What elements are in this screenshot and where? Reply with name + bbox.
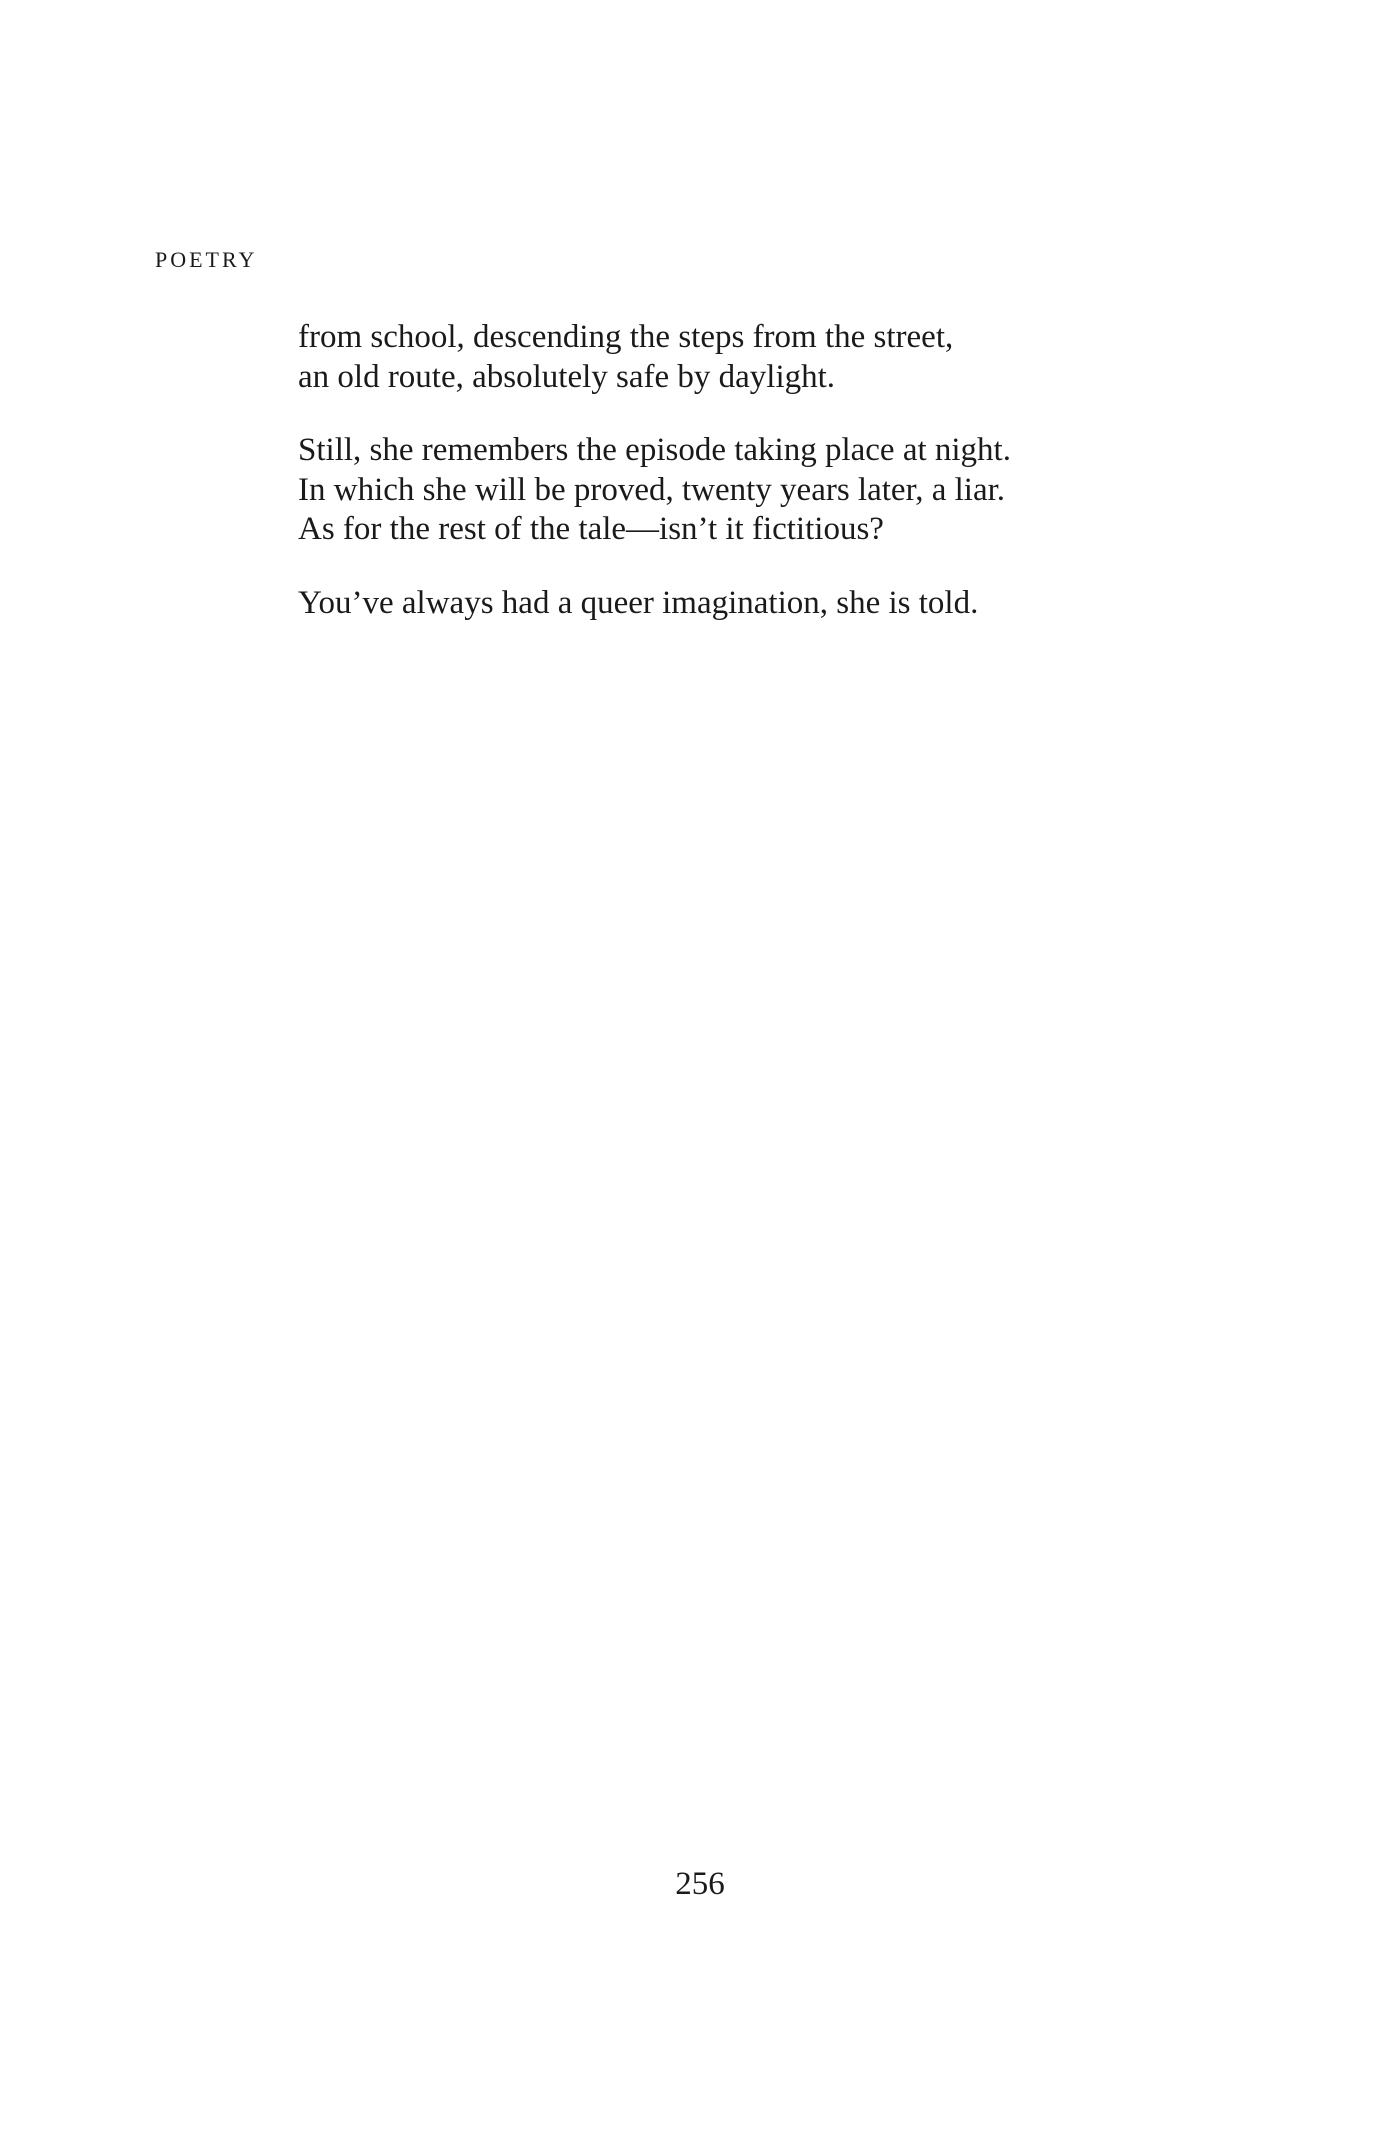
stanza — [298, 584, 1298, 624]
stanza — [298, 318, 1298, 397]
page-number: 256 — [675, 1866, 725, 1902]
poem-line: an old route, absolutely safe by daylight. — [298, 358, 836, 395]
running-head: POETRY — [155, 247, 258, 272]
poem-body — [298, 318, 1298, 657]
poem-line: from school, descending the steps from the street, — [298, 319, 954, 355]
poem-line: As for the rest of the tale—isn’t it fictitious? — [298, 511, 884, 547]
poem-line: Still, she remembers the episode taking place at night. — [298, 432, 1011, 468]
poem-line: In which she will be proved, twenty years later, a liar. — [298, 471, 1006, 508]
stanza — [298, 431, 1298, 550]
poem-line: You’ve always had a queer imagination, she is told. — [298, 584, 979, 621]
